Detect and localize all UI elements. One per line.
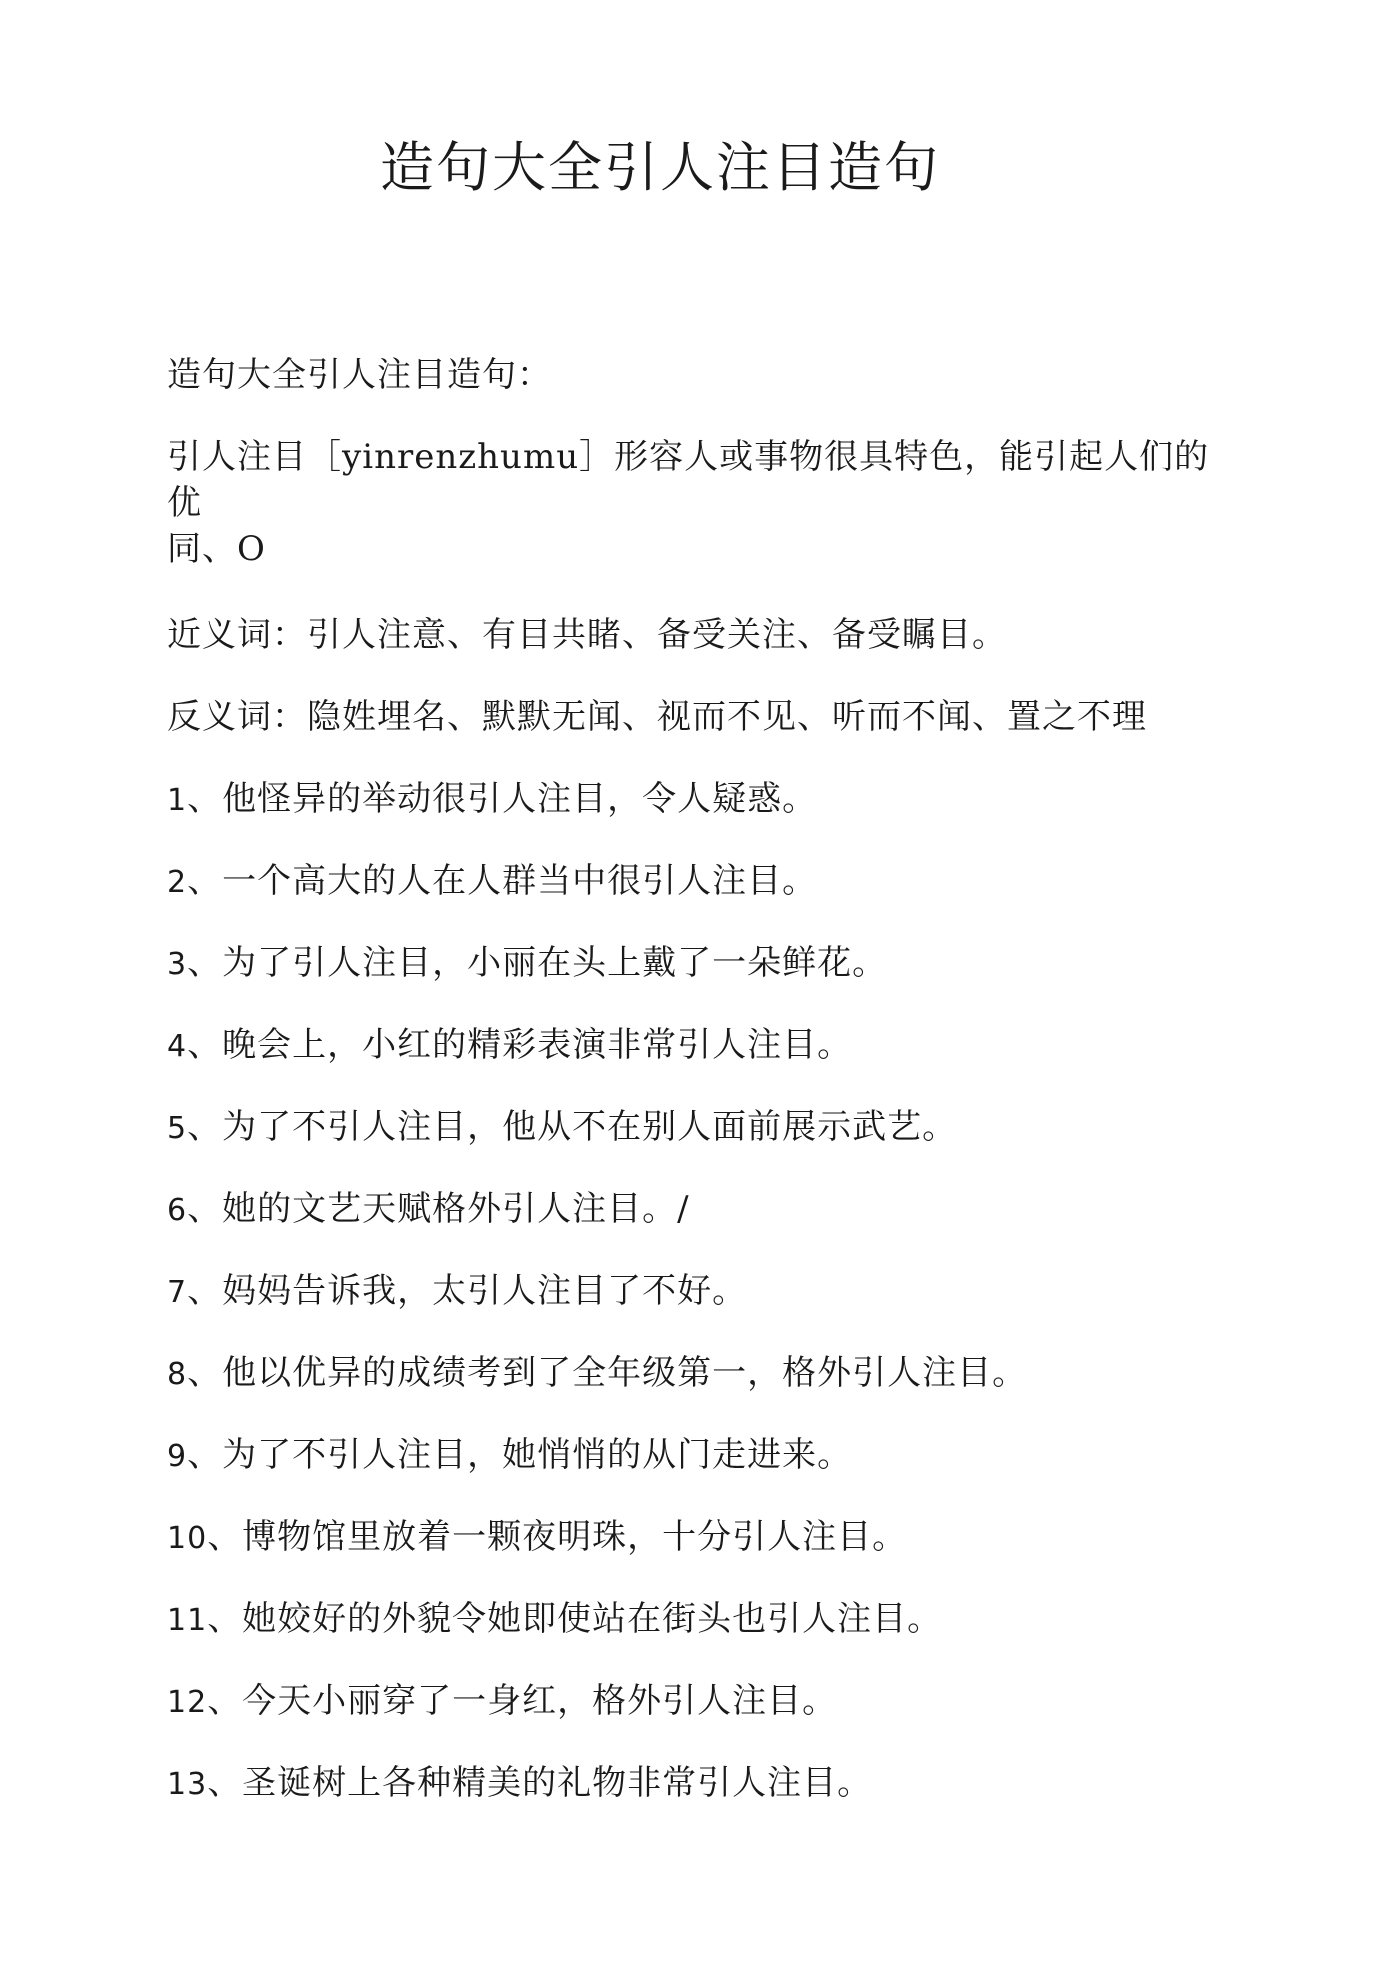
sentence-item xyxy=(167,1678,1227,1760)
sentence-text: 、晚会上，小红的精彩表演非常引人注目。 xyxy=(187,1025,853,1065)
sentence-text: 、他以优异的成绩考到了全年级第一，格外引人注目。 xyxy=(187,1353,1028,1393)
sentence-number: 7 xyxy=(167,1275,188,1310)
sentence-number: 5 xyxy=(167,1111,188,1146)
sentence-item xyxy=(167,1022,1227,1104)
sentence-text: 、她姣好的外貌令她即使站在街头也引人注目。 xyxy=(207,1599,943,1639)
sentence-item xyxy=(167,1104,1227,1186)
sentence-item xyxy=(167,1596,1227,1678)
sentence-text: 、妈妈告诉我，太引人注目了不好。 xyxy=(187,1271,748,1311)
sentence-text: 、圣诞树上各种精美的礼物非常引人注目。 xyxy=(207,1763,873,1803)
sentence-text: 、今天小丽穿了一身红，格外引人注目。 xyxy=(207,1681,838,1721)
sentence-number: 3 xyxy=(167,947,188,982)
sentence-number: 12 xyxy=(167,1685,208,1720)
sentence-item xyxy=(167,1514,1227,1596)
sentence-number: 2 xyxy=(167,865,188,900)
sentence-item xyxy=(167,858,1227,940)
sentence-text: 、为了不引人注目，他从不在别人面前展示武艺。 xyxy=(187,1107,958,1147)
sentence-number: 6 xyxy=(167,1193,188,1228)
synonyms-paragraph: 近义词：引人注意、有目共睹、备受关注、备受瞩目。 xyxy=(167,615,1007,655)
sentence-number: 11 xyxy=(167,1603,208,1638)
sentence-number: 13 xyxy=(167,1767,208,1802)
sentence-text: 、为了不引人注目，她悄悄的从门走进来。 xyxy=(187,1435,853,1475)
sentence-number: 1 xyxy=(167,783,188,818)
sentence-item xyxy=(167,1186,1227,1268)
sentence-item xyxy=(167,1350,1227,1432)
sentence-item xyxy=(167,776,1227,858)
sentence-item xyxy=(167,1432,1227,1514)
sentence-text: 、他怪异的举动很引人注目，令人疑惑。 xyxy=(187,779,818,819)
sentence-list xyxy=(167,776,1227,1842)
sentence-number: 10 xyxy=(167,1521,208,1556)
sentence-number: 9 xyxy=(167,1439,188,1474)
sentence-item xyxy=(167,1760,1227,1842)
sentence-text: 、她的文艺天赋格外引人注目。/ xyxy=(187,1189,690,1229)
section-heading: 造句大全引人注目造句： xyxy=(167,355,552,395)
sentence-text: 、一个高大的人在人群当中很引人注目。 xyxy=(187,861,818,901)
sentence-text: 、为了引人注目，小丽在头上戴了一朵鲜花。 xyxy=(187,943,888,983)
document-body xyxy=(167,352,1227,1842)
sentence-item xyxy=(167,1268,1227,1350)
document-title: 造句大全引人注目造句 xyxy=(380,136,940,199)
sentence-text: 、博物馆里放着一颗夜明珠，十分引人注目。 xyxy=(207,1517,908,1557)
sentence-number: 4 xyxy=(167,1029,188,1064)
definition-paragraph: 引人注目［yinrenzhumu］形容人或事物很具特色，能引起人们的优 同、O xyxy=(167,437,1210,569)
sentence-number: 8 xyxy=(167,1357,188,1392)
antonyms-paragraph: 反义词：隐姓埋名、默默无闻、视而不见、听而不闻、置之不理 xyxy=(167,697,1147,737)
sentence-item xyxy=(167,940,1227,1022)
